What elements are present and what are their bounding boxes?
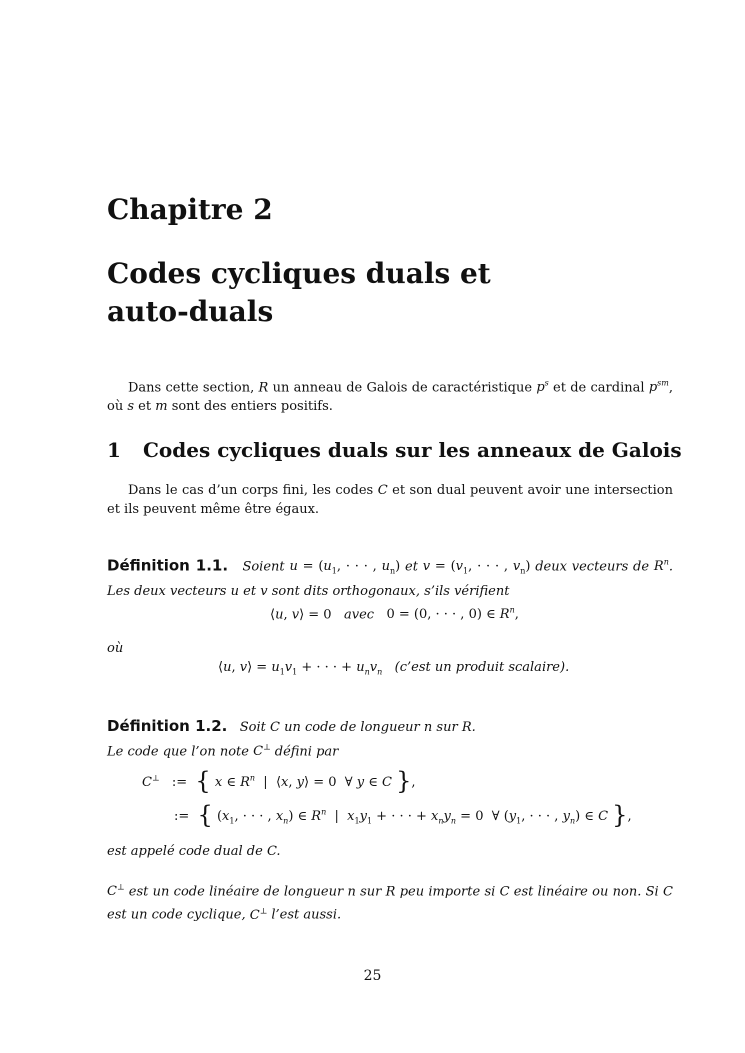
definition-text: est un code linéaire de longueur [128,884,344,900]
definition-text: l’est aussi. [271,907,342,923]
intro-text: Dans cette section, [128,380,255,396]
chapter-number: Chapitre 2 [107,193,273,226]
equation-text: avec [343,607,375,623]
orthogonality-equation: ⟨u, v⟩ = 0 avec 0 = (0, · · · , 0) ∈ $R^n$, [270,606,519,623]
intro-paragraph: Dans cette section, R un anneau de Galois de caractéristique $p^s$ et de cardinal $p^{sm}$, où s et m sont des entiers positifs. [107,379,673,415]
intro-text: où [107,399,124,415]
definition-text: Soit [239,720,266,735]
definition-text: un code de longueur [284,720,420,735]
equation-text: (c’est un produit scalaire). [394,660,570,675]
definition-text: et [405,559,418,575]
intro-text: un anneau de Galois de caractéristique [272,380,533,396]
section-number: 1 [107,438,121,462]
definition-label: Définition 1.2. [107,717,228,735]
ou-label: où [107,641,124,656]
chapter-title [107,255,667,331]
definition-1-2: Définition 1.2. Soit C un code de longueur n sur R. Le code que l’on note C⊥ défini par [107,717,476,760]
dual-definition-line2: := { ($x_1$, · · · , $x_n$) ∈ $R^n$ | $x_1y_1$ + · · · + $x_ny_n = 0$ ∀ ($y_1$, · · · , $y_n$) ∈ C }, [174,801,632,829]
definition-text: est linéaire ou non. [513,884,642,900]
definition-1-1: Définition 1.1. Soient $u = (u_1$, · · · , $u_n$) et $v = (v_1$, · · · , $v_n$) deux vecteurs de $R^n$. Les deux vecteurs u et v sont dits orthogonaux, s’ils vérifient [107,556,673,599]
definition-text: et [243,583,257,599]
intro-text: et [138,399,152,415]
definition-label: Définition 1.1. [107,556,229,575]
definition-text: sur [436,720,458,735]
dual-definition-line1: C⊥ := { x ∈ $R^n$ | ⟨x, y⟩ = 0 ∀ y ∈ C }, [142,767,416,795]
definition-text: deux vecteurs de [535,559,650,575]
intro-text: sont des entiers positifs. [171,399,333,415]
definition-text: Les deux vecteurs [107,583,227,599]
intro-text: et de cardinal [553,380,645,396]
chapter-title-line2: auto-duals [107,295,274,328]
scalar-product-equation: ⟨u, v⟩ = $u_1v_1$ + · · · + $u_nv_n$ (c’est un produit scalaire). [218,660,570,677]
section-text: Dans le cas d’un corps fini, les codes [128,483,374,498]
definition-text: Le code que l’on note [107,744,249,760]
definition-text: Si [645,884,659,900]
section-paragraph: Dans le cas d’un corps fini, les codes C et son dual peuvent avoir une intersection et ils peuvent même être égaux. [107,483,674,517]
definition-text: sur [360,884,382,900]
page-number: 25 [363,968,382,984]
chapter-title-line1: Codes cycliques duals et [107,257,491,290]
dual-code-called: est appelé code dual de C. [107,844,281,859]
definition-text: est un code cyclique, [107,907,246,923]
section-title: Codes cycliques duals sur les anneaux de Galois [143,438,682,462]
definition-text: défini par [274,744,339,760]
definition-text: peu importe si [399,884,496,900]
dual-remark: C⊥ est un code linéaire de longueur n sur R peu importe si C est linéaire ou non. Si C est un code cyclique, C⊥ l’est aussi. [107,883,673,923]
definition-text: est appelé code dual de [107,844,263,859]
definition-text: sont dits orthogonaux, s’ils vérifient [271,583,510,599]
section-heading [107,438,682,462]
definition-text: Soient [242,559,285,575]
section-text: et son dual peuvent avoir une intersection et ils peuvent même être égaux. [107,483,674,517]
